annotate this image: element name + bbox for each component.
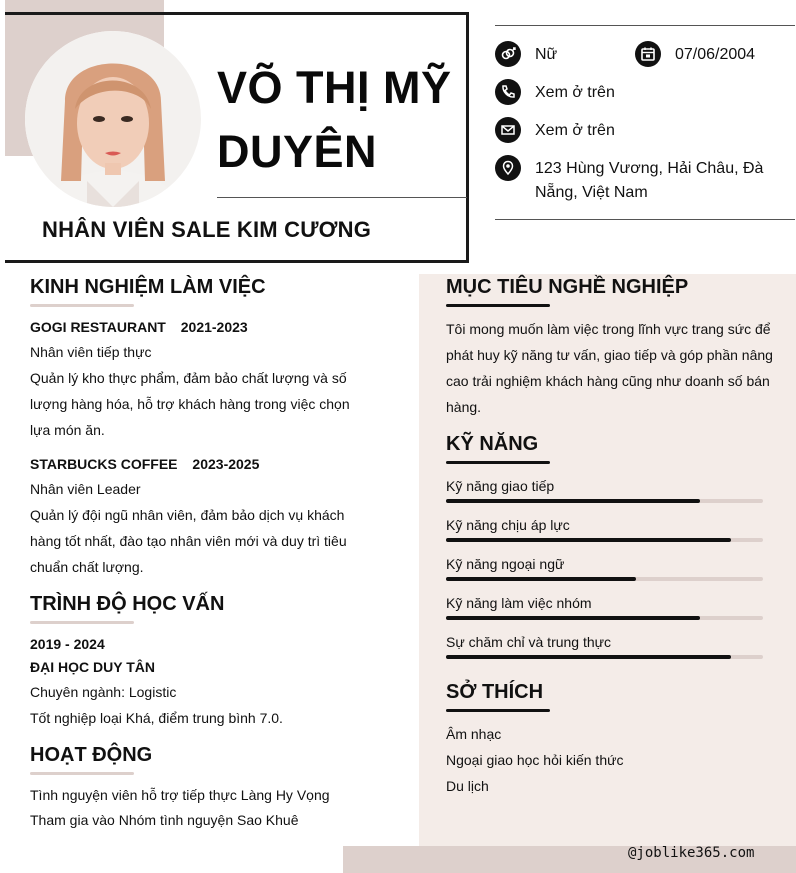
skill-bar-fill [446,538,731,542]
job-1-role: Nhân viên tiếp thực [30,344,152,360]
skill-label: Kỹ năng giao tiếp [446,478,555,494]
job-1-desc-line: lựa món ăn. [30,422,105,438]
activities-heading: HOẠT ĐỘNG [30,744,153,766]
job-2-role: Nhân viên Leader [30,481,141,497]
skill-label: Sự chăm chỉ và trung thực [446,634,612,650]
activity-item: Tham gia vào Nhóm tình nguyện Sao Khuê [30,812,299,828]
email-value: Xem ở trên [535,122,615,139]
education-heading-underline [30,621,134,624]
job-2-desc-line: hàng tốt nhất, đào tạo nhân viên mới và duy trì tiêu [30,533,347,549]
skills-heading: KỸ NĂNG [446,433,539,455]
address-line-1: 123 Hùng Vương, Hải Châu, Đà [535,160,764,177]
contact-divider-top [495,25,795,26]
address-line-2: Nẵng, Việt Nam [535,184,648,201]
skill-bar [446,499,763,503]
email-icon [495,117,521,143]
hobby-item: Du lịch [446,778,489,794]
activities-heading-underline [30,772,134,775]
phone-value: Xem ở trên [535,84,615,101]
experience-heading: KINH NGHIỆM LÀM VIỆC [30,276,266,298]
job-2-period: 2023-2025 [192,456,260,472]
phone-icon [495,79,521,105]
activity-item: Tình nguyện viên hỗ trợ tiếp thực Làng Hy Vọng [30,787,330,803]
skills-heading-underline [446,461,550,464]
education-period: 2019 - 2024 [30,636,105,652]
skill-bar [446,616,763,620]
skill-label: Kỹ năng ngoại ngữ [446,556,565,572]
location-icon [495,155,521,181]
skill-label: Kỹ năng chịu áp lực [446,517,570,533]
skill-bar-fill [446,499,700,503]
gender-icon [495,41,521,67]
name-line-1: VÕ THỊ MỸ [217,62,452,113]
profile-photo [25,31,201,207]
calendar-icon [635,41,661,67]
birthday-value: 07/06/2004 [675,46,756,63]
watermark: @joblike365.com [628,845,755,861]
hobbies-heading-underline [446,709,550,712]
job-1-company: GOGI RESTAURANT [30,319,166,335]
objective-line: hàng. [446,399,482,415]
contact-divider-bottom [495,219,795,220]
address-value [535,157,763,205]
hobby-item: Ngoại giao học hỏi kiến thức [446,752,624,768]
skill-bar-fill [446,616,700,620]
gender-value: Nữ [535,46,558,63]
job-1-period: 2021-2023 [180,319,248,335]
education-heading: TRÌNH ĐỘ HỌC VẤN [30,593,225,615]
skill-bar-fill [446,655,731,659]
job-1-description [30,365,353,443]
education-school: ĐẠI HỌC DUY TÂN [30,659,155,675]
objective-heading-underline [446,304,550,307]
skill-bar [446,655,763,659]
job-2-desc-line: chuẩn chất lượng. [30,559,144,575]
objective-heading: MỤC TIÊU NGHỀ NGHIỆP [446,276,689,298]
skill-bar-fill [446,577,636,581]
hobbies-heading: SỞ THÍCH [446,681,544,703]
candidate-name [217,56,462,184]
education-result: Tốt nghiệp loại Khá, điểm trung bình 7.0. [30,710,283,726]
job-title: NHÂN VIÊN SALE KIM CƯƠNG [42,217,372,242]
objective-line: cao trải nghiệm khách hàng cũng như doanh số bán [446,373,770,389]
job-1-desc-line: lượng hàng hóa, hỗ trợ khách hàng trong việc chọn [30,396,350,412]
job-2-company: STARBUCKS COFFEE [30,456,178,472]
job-2-desc-line: Quản lý đội ngũ nhân viên, đảm bảo dịch vụ khách [30,507,345,523]
job-2-header [30,456,259,472]
skill-bar [446,538,763,542]
skill-label: Kỹ năng làm việc nhóm [446,595,592,611]
education-major: Chuyên ngành: Logistic [30,684,177,700]
hobby-item: Âm nhạc [446,726,502,742]
experience-heading-underline [30,304,134,307]
job-1-header [30,319,248,335]
name-divider [217,197,467,198]
job-2-description [30,502,353,580]
name-line-2: DUYÊN [217,126,378,177]
job-1-desc-line: Quản lý kho thực phẩm, đảm bảo chất lượng và số [30,370,347,386]
objective-text [446,316,775,420]
objective-line: Tôi mong muốn làm việc trong lĩnh vực trang sức để [446,321,771,337]
objective-line: phát huy kỹ năng tư vấn, giao tiếp và góp phần nâng [446,347,773,363]
skill-bar [446,577,763,581]
